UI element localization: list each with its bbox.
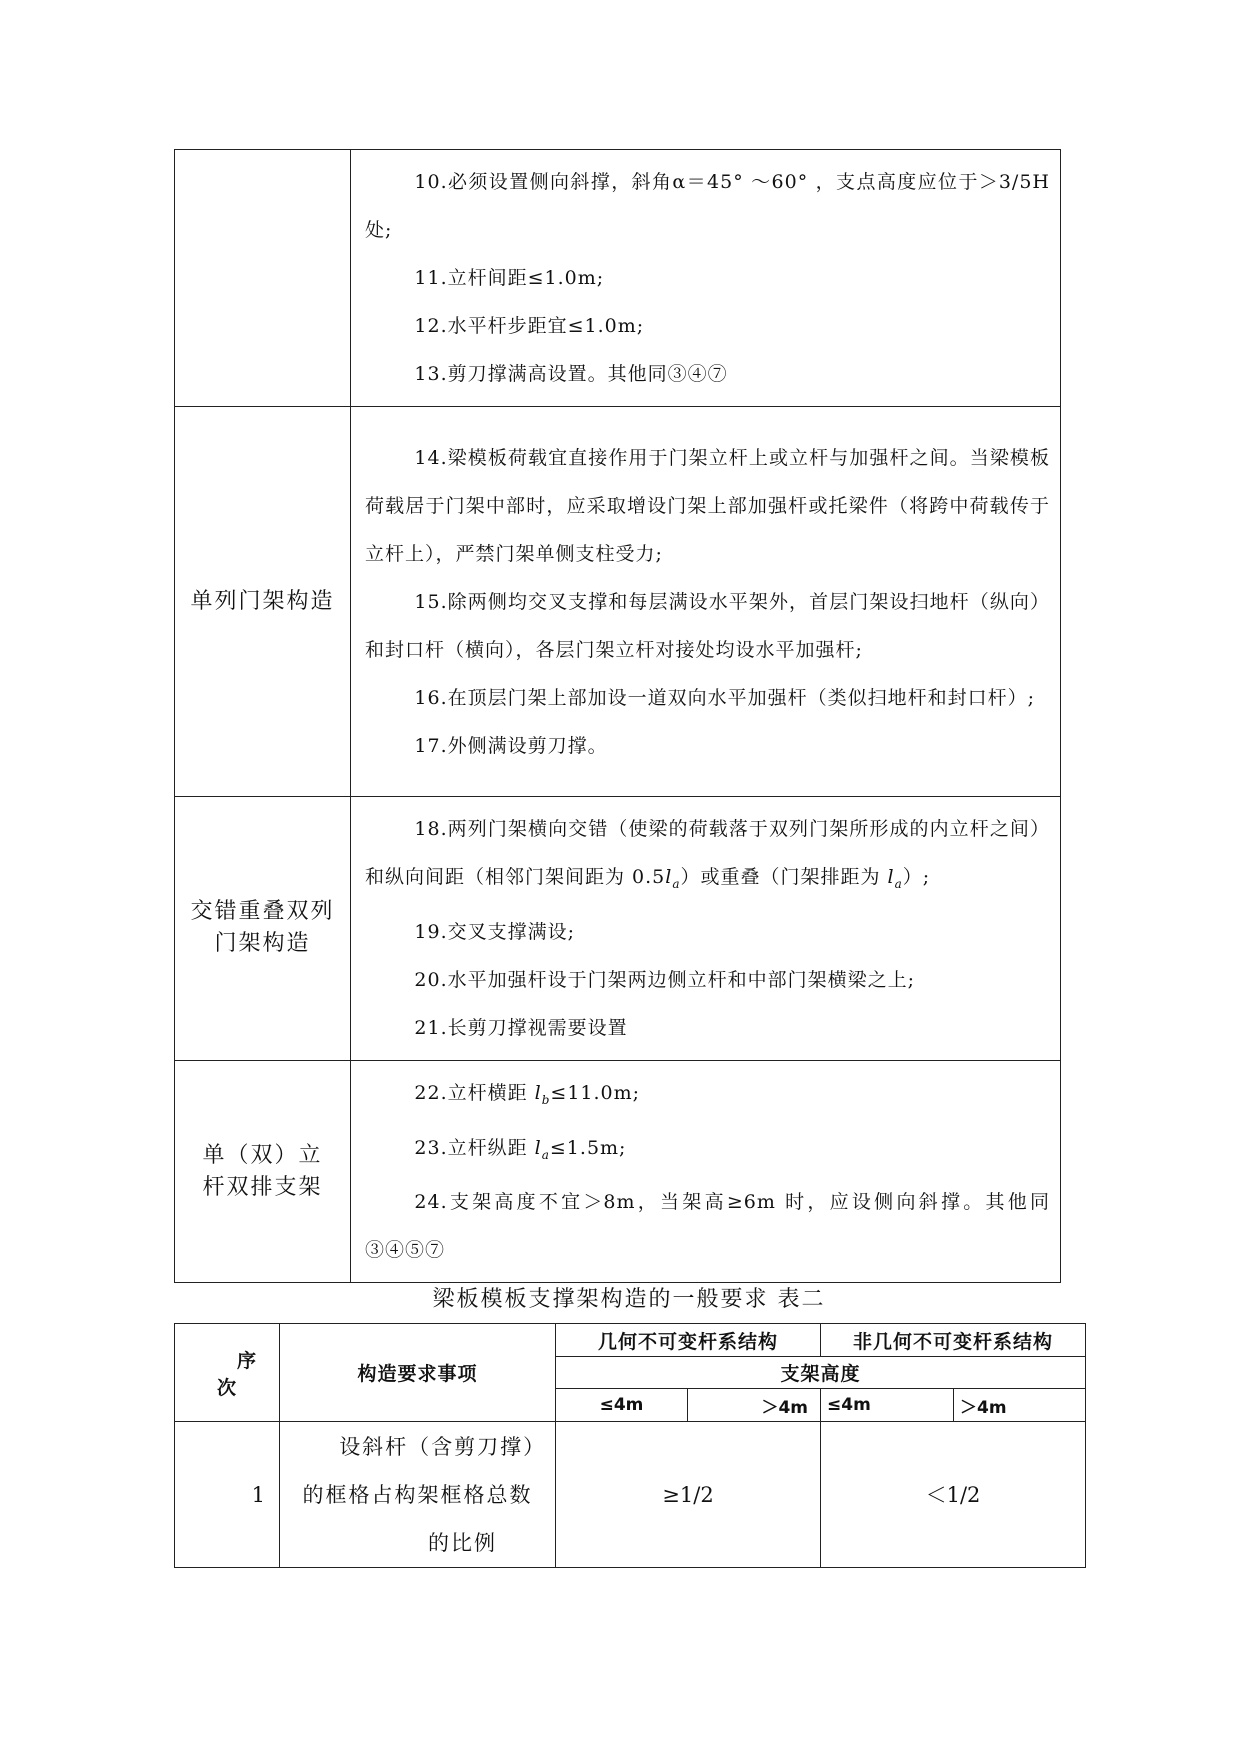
non-geometric-value: ＜1/2: [821, 1422, 1086, 1568]
list-item: 10.必须设置侧向斜撑，斜角α＝45° ～60° ，支点高度应位于＞3/5H 处;: [365, 171, 1050, 241]
symbol-subscript: a: [672, 876, 681, 891]
symbol-l: l: [665, 866, 673, 888]
general-requirements-table: [174, 1323, 1086, 1568]
list-item: 15.除两侧均交叉支撑和每层满设水平架外，首层门架设扫地杆（纵向）和封口杆（横向），各层门架立杆对接处均设水平加强杆;: [365, 590, 1050, 661]
header-geometric: 几何不可变杆系结构: [556, 1324, 821, 1357]
item-text: 22.立杆横距: [414, 1081, 535, 1104]
header-height: 支架高度: [556, 1357, 1086, 1389]
list-item: 11.立杆间距≤1.0m;: [414, 267, 605, 289]
table-row: [175, 1060, 1061, 1283]
content-cell: [351, 407, 1061, 797]
header-requirement: 构造要求事项: [280, 1324, 556, 1422]
list-item: 12.水平杆步距宜≤1.0m;: [414, 315, 645, 337]
header-h3: ≤4m: [821, 1389, 954, 1422]
list-item: 21.长剪刀撑视需要设置: [414, 1016, 628, 1039]
category-cell: [175, 797, 351, 1061]
content-cell: [351, 797, 1061, 1061]
header-non-geometric: 非几何不可变杆系结构: [821, 1324, 1086, 1357]
header-row: [175, 1324, 1086, 1357]
content-cell: [351, 1060, 1061, 1283]
table-row: [175, 1422, 1086, 1568]
item-text: ≤1.5m;: [549, 1136, 627, 1159]
category-label: 交错重叠双列: [190, 899, 335, 925]
table-row: [175, 797, 1061, 1061]
list-item: 19.交叉支撑满设;: [414, 920, 576, 943]
requirement-cell: [280, 1422, 556, 1568]
table-row: [175, 150, 1061, 407]
symbol-l: l: [534, 1081, 542, 1104]
seq-cell: 1: [175, 1422, 280, 1568]
category-cell: [175, 407, 351, 797]
header-h2: ＞4m: [688, 1389, 821, 1422]
category-label: 单（双）立: [202, 1142, 323, 1168]
list-item: 14.梁模板荷载宜直接作用于门架立杆上或立杆与加强杆之间。当梁模板荷载居于门架中部时，应采取增设门架上部加强杆或托梁件（将跨中荷载传于立杆上），严禁门架单侧支柱受力;: [365, 446, 1050, 565]
symbol-subscript: a: [541, 1147, 550, 1162]
header-seq: [175, 1324, 280, 1422]
requirement-line: 设斜杆（含剪刀撑）: [339, 1434, 547, 1459]
requirement-line: 的框格占构架框格总数: [302, 1482, 533, 1507]
geometric-value: ≥1/2: [556, 1422, 821, 1568]
header-seq-a: 序: [236, 1349, 257, 1372]
item-text: 23.立杆纵距: [414, 1136, 535, 1159]
list-item: 20.水平加强杆设于门架两边侧立杆和中部门架横梁之上;: [414, 968, 916, 991]
symbol-subscript: b: [541, 1092, 551, 1107]
list-item: 24.支架高度不宜＞8m，当架高≥6m 时，应设侧向斜撑。其他同③④⑤⑦: [365, 1191, 1050, 1262]
header-seq-b: 次: [217, 1376, 238, 1399]
list-item: 17.外侧满设剪刀撑。: [414, 734, 608, 757]
header-h4: ＞4m: [954, 1389, 1086, 1422]
symbol-l: l: [534, 1136, 542, 1159]
item-text: ≤11.0m;: [550, 1081, 641, 1104]
list-item: 13.剪刀撑满高设置。其他同③④⑦: [414, 363, 728, 385]
item-text: ）;: [902, 866, 931, 888]
table-caption: 梁板模板支撑架构造的一般要求 表二: [432, 1287, 826, 1312]
symbol-subscript: a: [894, 876, 903, 891]
table-row: [175, 407, 1061, 797]
content-cell: [351, 150, 1061, 407]
header-h1: ≤4m: [556, 1389, 688, 1422]
requirements-table: [174, 149, 1061, 1283]
category-label: 单列门架构造: [190, 588, 335, 614]
category-cell: [175, 1060, 351, 1283]
list-item: 16.在顶层门架上部加设一道双向水平加强杆（类似扫地杆和封口杆）;: [414, 686, 1036, 709]
category-cell: [175, 150, 351, 407]
list-item: [365, 1069, 1050, 1124]
list-item: [365, 805, 1050, 908]
category-label: 杆双排支架: [202, 1174, 323, 1200]
list-item: [365, 1124, 1050, 1179]
category-label: 门架构造: [214, 931, 311, 957]
item-text: 18.两列门架横向交错（使梁的荷载落于双列门架所形成的内立杆之间）和纵向间距（相邻门架间距为 0.5: [365, 818, 1050, 888]
symbol-l: l: [887, 866, 895, 888]
requirement-line: 的比例: [428, 1530, 497, 1555]
item-text: ）或重叠（门架排距为: [680, 866, 888, 888]
